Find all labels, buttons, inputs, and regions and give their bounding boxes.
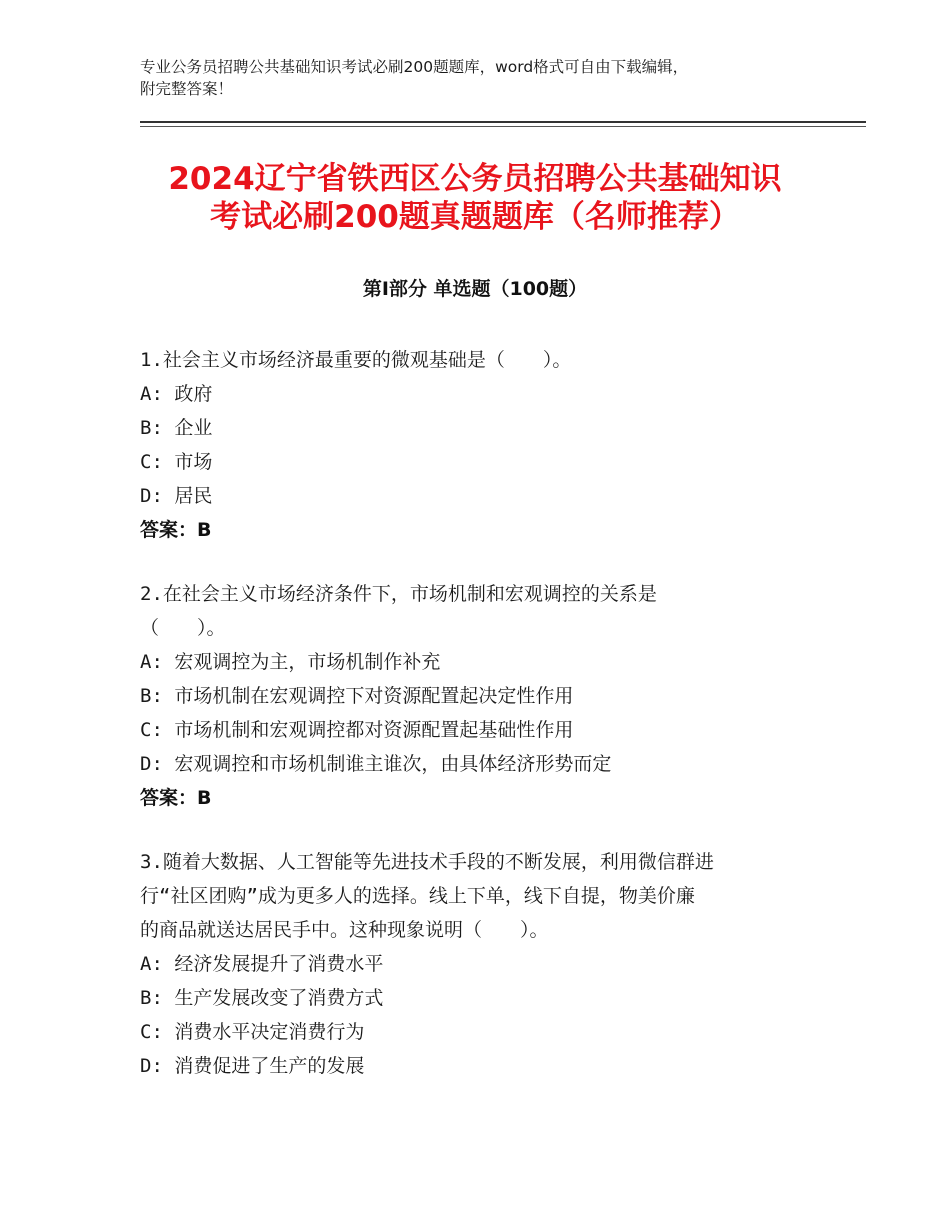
question-stem-continued: 行“社区团购”成为更多人的选择。线上下单，线下自提，物美价廉 [140, 885, 695, 907]
question-stem: 2.在社会主义市场经济条件下，市场机制和宏观调控的关系是 [140, 583, 657, 605]
option-c: C: 市场机制和宏观调控都对资源配置起基础性作用 [140, 719, 574, 741]
option-a: A: 政府 [140, 383, 213, 405]
question-stem: 3.随着大数据、人工智能等先进技术手段的不断发展，利用微信群进 [140, 851, 714, 873]
section-heading: 第Ⅰ部分 单选题（100题） [362, 278, 588, 300]
answer-line [140, 781, 820, 815]
question-2 [140, 577, 820, 815]
document-title [80, 160, 870, 236]
document-title-line2: 考试必刷200题真题题库（名师推荐） [210, 199, 740, 235]
question-stem-continued: （ ）。 [140, 617, 226, 639]
header-note-line2: 附完整答案！ [140, 80, 234, 98]
option-a: A: 宏观调控为主，市场机制作补充 [140, 651, 441, 673]
answer-label: 答案： [140, 787, 198, 809]
question-3 [140, 845, 820, 1083]
option-d: D: 宏观调控和市场机制谁主谁次，由具体经济形势而定 [140, 753, 612, 775]
question-1 [140, 343, 820, 547]
question-list [140, 343, 820, 1113]
header-note [140, 56, 820, 100]
option-d: D: 居民 [140, 485, 213, 507]
answer-line [140, 513, 820, 547]
question-stem-continued: 的商品就送达居民手中。这种现象说明（ ）。 [140, 919, 549, 941]
header-divider-thick [140, 121, 866, 123]
option-b: B: 生产发展改变了消费方式 [140, 987, 384, 1009]
answer-value: B [197, 787, 212, 809]
header-note-line1: 专业公务员招聘公共基础知识考试必刷200题题库，word格式可自由下载编辑， [140, 58, 689, 76]
answer-label: 答案： [140, 519, 198, 541]
option-b: B: 企业 [140, 417, 213, 439]
header-divider-thin [140, 126, 866, 127]
option-b: B: 市场机制在宏观调控下对资源配置起决定性作用 [140, 685, 574, 707]
option-a: A: 经济发展提升了消费水平 [140, 953, 384, 975]
option-c: C: 市场 [140, 451, 213, 473]
document-title-line1: 2024辽宁省铁西区公务员招聘公共基础知识 [168, 161, 782, 197]
option-d: D: 消费促进了生产的发展 [140, 1055, 365, 1077]
question-stem: 1.社会主义市场经济最重要的微观基础是（ ）。 [140, 349, 572, 371]
answer-value: B [197, 519, 212, 541]
option-c: C: 消费水平决定消费行为 [140, 1021, 365, 1043]
